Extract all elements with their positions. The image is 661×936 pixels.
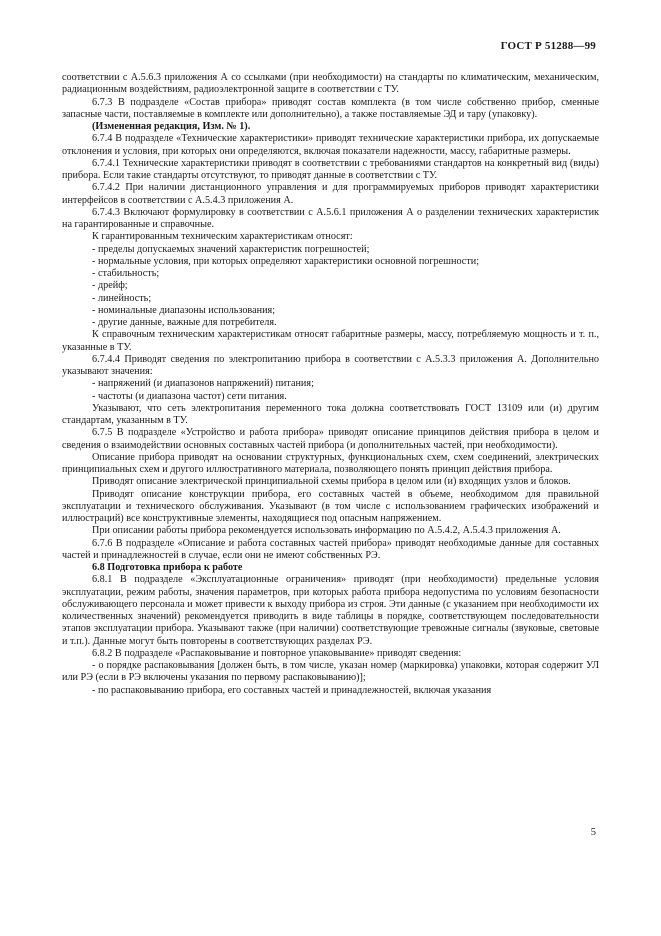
paragraph: 6.7.4.3 Включают формулировку в соответствии с А.5.6.1 приложения А о разделении технических характеристик на гарантированные и справочные.	[62, 206, 599, 230]
paragraph: 6.7.5 В подразделе «Устройство и работа прибора» приводят описание принципов действия прибора в целом и сведения о взаимодействии основных составных частей прибора (и дополнительных частей, при необходимости).	[62, 427, 599, 451]
paragraph: 6.7.6 В подразделе «Описание и работа составных частей прибора» приводят необходимые данные для составных частей и принадлежностей в случае, если они не имеют собственных РЭ.	[62, 537, 599, 561]
document-body	[62, 72, 599, 697]
paragraph: - дрейф;	[92, 280, 128, 292]
page-number: 5	[590, 827, 596, 838]
document-header-standard: ГОСТ Р 51288—99	[500, 40, 596, 52]
paragraph: 6.7.3 В подразделе «Состав прибора» приводят состав комплекта (в том числе собственно прибор, сменные запасные части, поставляемые в комплекте или дополнительно), а также поставляемые ЭД и тару (упаковку).	[62, 96, 599, 120]
paragraph: - частоты (и диапазона частот) сети питания.	[92, 390, 287, 402]
paragraph: - линейность;	[92, 292, 152, 304]
paragraph: - по распаковыванию прибора, его составных частей и принадлежностей, включая указания	[92, 684, 492, 696]
paragraph: К гарантированным техническим характеристикам относят:	[92, 231, 353, 243]
paragraph: При описании работы прибора рекомендуется использовать информацию по А.5.4.2, А.5.4.3 приложения А.	[92, 525, 561, 537]
paragraph: - о порядке распаковывания [должен быть, в том числе, указан номер (маркировка) упаковки, которая содержит УЛ или РЭ (если в РЭ включены указания по первому распаковыванию)];	[62, 660, 599, 684]
paragraph: 6.7.4 В подразделе «Технические характеристики» приводят технические характеристики прибора, их допускаемые отклонения и условия, при которых они определяются, включая показатели надежности, массу, габаритные размеры.	[62, 133, 599, 157]
paragraph: - номинальные диапазоны использования;	[92, 304, 276, 316]
paragraph: Указывают, что сеть электропитания переменного тока должна соответствовать ГОСТ 13109 или (и) другим стандартам, указанным в ТУ.	[62, 402, 599, 426]
paragraph: (Измененная редакция, Изм. № 1).	[92, 121, 251, 132]
paragraph: - пределы допускаемых значений характеристик погрешностей;	[92, 243, 370, 255]
paragraph: - стабильность;	[92, 268, 160, 279]
paragraph: - нормальные условия, при которых определяют характеристики основной погрешности;	[92, 255, 480, 267]
paragraph: 6.7.4.1 Технические характеристики приводят в соответствии с требованиями стандартов на конкретный вид (виды) прибора. Если такие стандарты отсутствуют, то приводят данные в соответствии с ТУ.	[62, 157, 599, 181]
paragraph: 6.8.1 В подразделе «Эксплуатационные ограничения» приводят (при необходимости) предельные условия эксплуатации, режим работы, значения параметров, при которых работа прибора недопустима по условиям безопасности обслуживающего персонала и может привести к выходу прибора из строя. Эти данные (с указанием при необходимости их количественных значений) рекомендуется приводить в виде таблицы в порядке, соответствующем последовательности этапов эксплуатации прибора. Указывают также (при наличии) соответствующие тревожные сигналы (звуковые, световые и т.п.). Данные могут быть повторены в соответствующих разделах РЭ.	[62, 574, 599, 647]
paragraph: - напряжений (и диапазонов напряжений) питания;	[92, 378, 314, 390]
paragraph: 6.7.4.4 Приводят сведения по электропитанию прибора в соответствии с А.5.3.3 приложения А. Дополнительно указывают значения:	[62, 353, 599, 377]
paragraph: 6.8.2 В подразделе «Распаковывание и повторное упаковывание» приводят сведения:	[92, 647, 462, 659]
paragraph: 6.7.4.2 При наличии дистанционного управления и для программируемых приборов приводят характеристики интерфейсов в соответствии с А.5.4.3 приложения А.	[62, 182, 599, 206]
paragraph: - другие данные, важные для потребителя.	[92, 317, 277, 328]
paragraph: Описание прибора приводят на основании структурных, функциональных схем, схем соединений, электрических принципиальных схем и другого иллюстративного материала, позволяющего понять принцип действия прибора.	[62, 451, 599, 475]
paragraph: Приводят описание конструкции прибора, его составных частей в объеме, необходимом для правильной эксплуатации и технического обслуживания. Указывают (в том числе с использованием графических изображений и иллюстраций) все конструктивные элементы, находящиеся под опасным напряжением.	[62, 488, 599, 524]
paragraph: соответствии с А.5.6.3 приложения А со ссылками (при необходимости) на стандарты по климатическим, механическим, радиационным воздействиям, радиоэлектронной защите в соответствии с ТУ.	[62, 72, 599, 96]
paragraph: 6.8 Подготовка прибора к работе	[92, 562, 243, 573]
paragraph: К справочным техническим характеристикам относят габаритные размеры, массу, потребляемую мощность и т. п., указанные в ТУ.	[62, 329, 599, 353]
paragraph: Приводят описание электрической принципиальной схемы прибора в целом или (и) входящих узлов и блоков.	[92, 476, 571, 488]
